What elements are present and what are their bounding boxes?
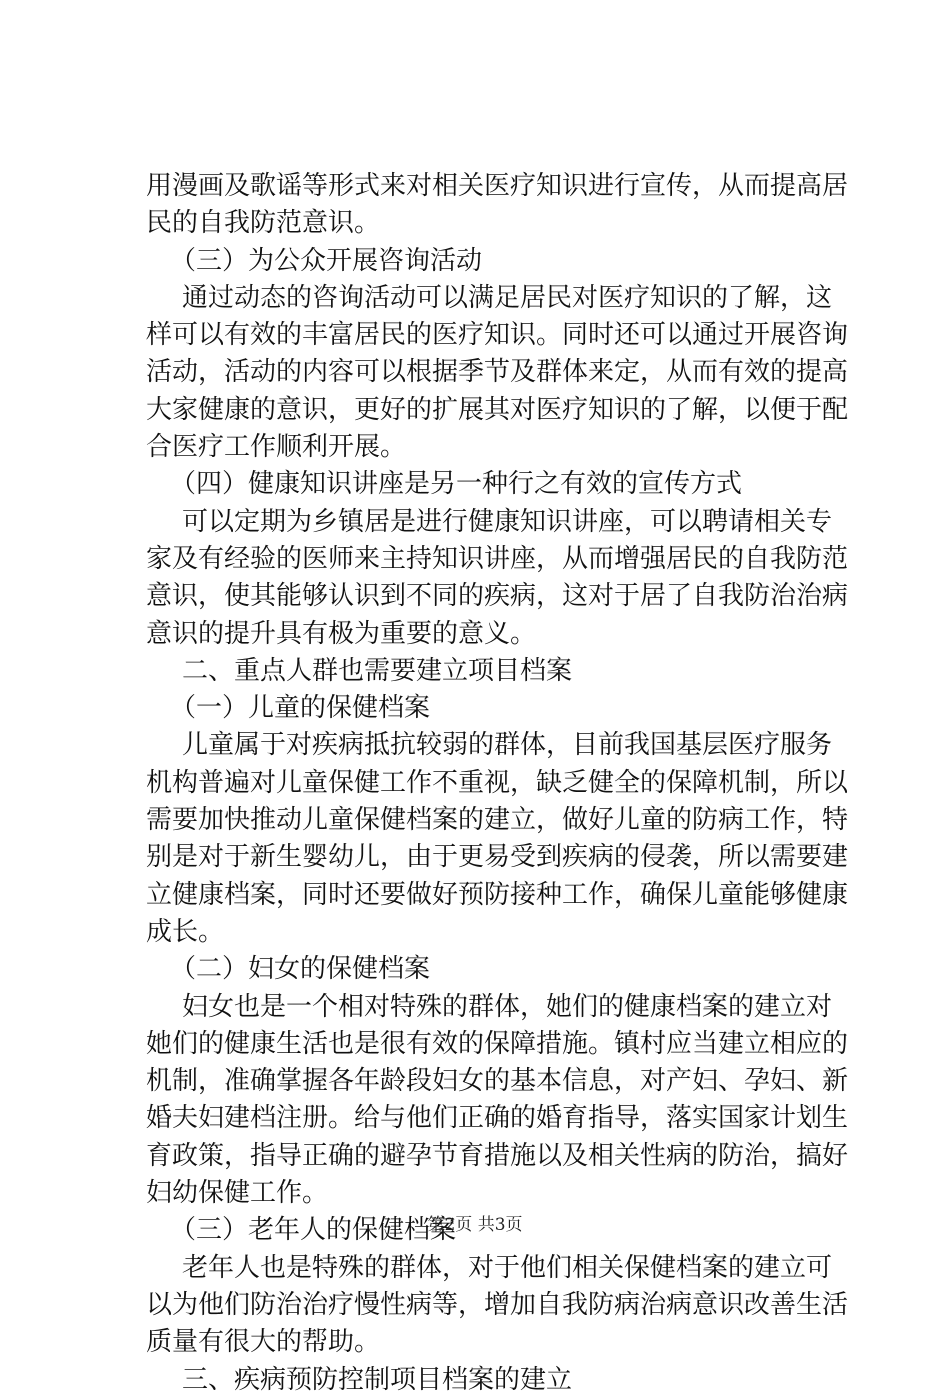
text-line: 机制，准确掌握各年龄段妇女的基本信息，对产妇、孕妇、新	[146, 1066, 849, 1097]
text-line: 通过动态的咨询活动可以满足居民对医疗知识的了解，这	[182, 282, 833, 313]
text-line: 以为他们防治治疗慢性病等，增加自我防病治病意识改善生活	[146, 1289, 849, 1320]
text-line: 立健康档案，同时还要做好预防接种工作，确保儿童能够健康	[146, 879, 849, 910]
text-line: 意识的提升具有极为重要的意义。	[146, 618, 537, 649]
text-line: 成长。	[146, 916, 225, 947]
text-line: 机构普遍对儿童保健工作不重视，缺乏健全的保障机制，所以	[146, 767, 849, 798]
text-line: （三）老年人的保健档案	[170, 1215, 457, 1246]
text-line: 妇女也是一个相对特殊的群体，她们的健康档案的建立对	[182, 991, 833, 1022]
text-line: 需要加快推动儿童保健档案的建立，做好儿童的防病工作，特	[146, 805, 849, 836]
text-line: （三）为公众开展咨询活动	[170, 245, 483, 276]
text-line: 二、重点人群也需要建立项目档案	[182, 655, 573, 686]
text-line: （二）妇女的保健档案	[170, 954, 431, 985]
text-line: 儿童属于对疾病抵抗较弱的群体，目前我国基层医疗服务	[182, 730, 833, 761]
page-footer: 第2页 共3页	[427, 1215, 523, 1235]
text-line: 婚夫妇建档注册。给与他们正确的婚育指导，落实国家计划生	[146, 1103, 849, 1134]
text-line: 她们的健康生活也是很有效的保障措施。镇村应当建立相应的	[146, 1028, 849, 1059]
text-line: 可以定期为乡镇居是进行健康知识讲座，可以聘请相关专	[182, 506, 833, 537]
text-line: 意识，使其能够认识到不同的疾病，这对于居了自我防治治病	[146, 581, 849, 612]
text-line: 家及有经验的医师来主持知识讲座，从而增强居民的自我防范	[146, 543, 849, 574]
text-line: 用漫画及歌谣等形式来对相关医疗知识进行宣传，从而提高居	[146, 171, 849, 201]
text-line: 质量有很大的帮助。	[146, 1327, 381, 1358]
text-line: 活动，活动的内容可以根据季节及群体来定，从而有效的提高	[146, 357, 849, 388]
text-line: 育政策，指导正确的避孕节育措施以及相关性病的防治，搞好	[146, 1140, 849, 1171]
text-line: 三、疾病预防控制项目档案的建立	[182, 1364, 573, 1395]
text-line: 合医疗工作顺利开展。	[146, 432, 407, 463]
text-line: 妇幼保健工作。	[146, 1178, 329, 1209]
text-line: 别是对于新生婴幼儿，由于更易受到疾病的侵袭，所以需要建	[146, 842, 849, 873]
text-line: （四）健康知识讲座是另一种行之有效的宣传方式	[170, 469, 743, 500]
text-line: 民的自我防范意识。	[146, 208, 381, 239]
text-line: 老年人也是特殊的群体，对于他们相关保健档案的建立可	[182, 1252, 833, 1283]
text-line: 大家健康的意识，更好的扩展其对医疗知识的了解，以便于配	[146, 394, 849, 425]
text-line: （一）儿童的保健档案	[170, 693, 431, 724]
text-line: 样可以有效的丰富居民的医疗知识。同时还可以通过开展咨询	[146, 320, 849, 351]
